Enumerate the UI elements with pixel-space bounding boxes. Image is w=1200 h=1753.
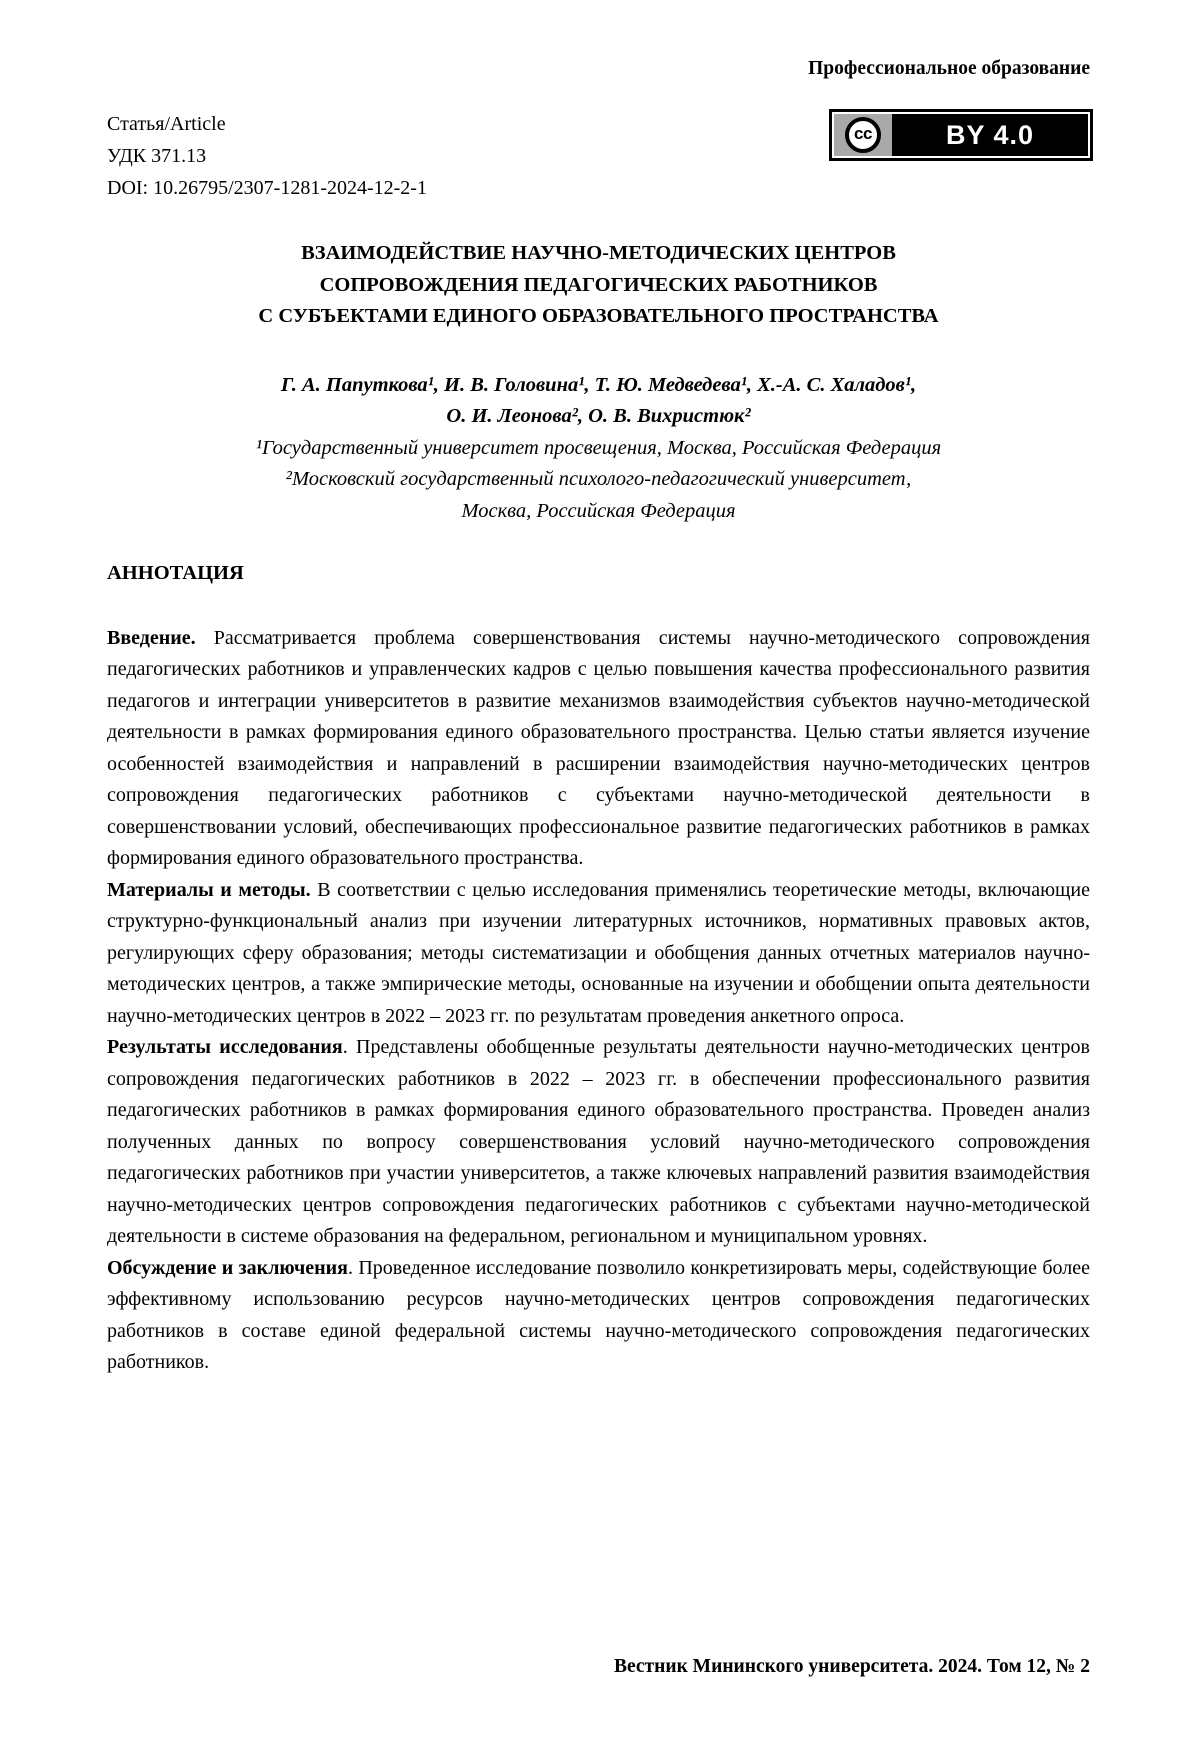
- article-title-line-1: ВЗАИМОДЕЙСТВИЕ НАУЧНО-МЕТОДИЧЕСКИХ ЦЕНТРОВ: [301, 242, 896, 264]
- paragraph-text-discussion: . Проведенное исследование позволило конкретизировать меры, содействующие более эффективному использованию ресурсов научно-методических центров сопровождения педагогических работников в составе единой федеральной системы научно-методического сопровождения педагогических работников.: [107, 1256, 1090, 1373]
- article-title-line-3: С СУБЪЕКТАМИ ЕДИНОГО ОБРАЗОВАТЕЛЬНОГО ПРОСТРАНСТВА: [258, 305, 939, 327]
- cc-by-license-badge: [832, 112, 1090, 158]
- journal-section-header: Профессиональное образование: [808, 58, 1090, 79]
- paper-page: [0, 57, 1200, 1753]
- article-title: [107, 238, 1090, 333]
- abstract-heading: АННОТАЦИЯ: [107, 562, 244, 584]
- paragraph-lead-discussion: Обсуждение и заключения: [107, 1256, 348, 1279]
- paragraph-lead-results: Результаты исследования: [107, 1036, 343, 1058]
- article-title-line-2: СОПРОВОЖДЕНИЯ ПЕДАГОГИЧЕСКИХ РАБОТНИКОВ: [319, 273, 878, 296]
- affiliation-2-city: Москва, Российская Федерация: [461, 499, 736, 522]
- affiliation-1: ¹Государственный университет просвещения, Москва, Российская Федерация: [255, 436, 942, 459]
- journal-footer-reference: Вестник Мининского университета. 2024. Том 12, № 2: [613, 1656, 1090, 1677]
- authors-block: [107, 370, 1090, 433]
- affiliation-2: ²Московский государственный психолого-педагогический университет,: [285, 468, 912, 490]
- authors-line-2: О. И. Леонова², О. В. Вихристюк²: [446, 405, 751, 427]
- paragraph-text-methods: В соответствии с целью исследования применялись теоретические методы, включающие структурно-функциональный анализ при изучении литературных источников, нормативных правовых актов, регулирующих сферу образования; методы систематизации и обобщения данных отчетных материалов научно-методических центров, а также эмпирические методы, основанные на изучении и обобщении опыта деятельности научно-методических центров в 2022 – 2023 гг. по результатам проведения анкетного опроса.: [107, 878, 1091, 1027]
- paragraph-text-introduction: Рассматривается проблема совершенствования системы научно-методического сопровождения педагогических работников и управленческих кадров с целью повышения качества профессионального развития педагогов и интеграции университетов в развитие механизмов взаимодействия субъектов научно-методической деятельности в рамках формирования единого образовательного пространства. Целью статьи является изучение особенностей взаимодействия и направлений в расширении взаимодействия научно-методических центров сопровождения педагогических работников с субъектами научно-методической деятельности в совершенствовании условий, обеспечивающих профессиональное развитие педагогических работников в рамках формирования единого образовательного пространства.: [107, 626, 1090, 869]
- udc-label: УДК 371.13: [107, 145, 207, 167]
- affiliations-block: [107, 433, 1090, 528]
- authors-line-1: Г. А. Папуткова¹, И. В. Головина¹, Т. Ю. Медведева¹, Х.-А. С. Халадов¹,: [280, 373, 917, 396]
- abstract-paragraph-results: [107, 1032, 1090, 1253]
- cc-badge-left-panel: [834, 114, 892, 156]
- paragraph-text-results: . Представлены обобщенные результаты деятельности научно-методических центров сопровождения педагогических работников в 2022 – 2023 гг. в обеспечении профессионального развития педагогических работников в рамках формирования единого образовательного пространства. Проведен анализ полученных данных по вопросу совершенствования условий научно-методического сопровождения педагогических работников при участии университетов, а также ключевых направлений развития взаимодействия научно-методических центров сопровождения педагогических работников с субъектами научно-методической деятельности в системе образования на федеральном, региональном и муниципальном уровнях.: [107, 1036, 1090, 1247]
- abstract-paragraph-discussion: [107, 1253, 1090, 1379]
- license-version-label: BY 4.0: [945, 119, 1035, 150]
- article-type-label: Статья/Article: [107, 113, 226, 135]
- meta-row: [107, 108, 1090, 204]
- doi-label: DOI: 10.26795/2307-1281-2024-12-2-1: [107, 177, 427, 199]
- paragraph-lead-introduction: Введение.: [107, 626, 196, 649]
- abstract-paragraph-introduction: [107, 623, 1090, 875]
- abstract-paragraph-methods: [107, 875, 1090, 1033]
- paragraph-lead-methods: Материалы и методы.: [107, 878, 311, 901]
- article-meta-block: [107, 108, 427, 204]
- cc-icon: cc: [845, 117, 881, 153]
- abstract-body: [107, 623, 1090, 1379]
